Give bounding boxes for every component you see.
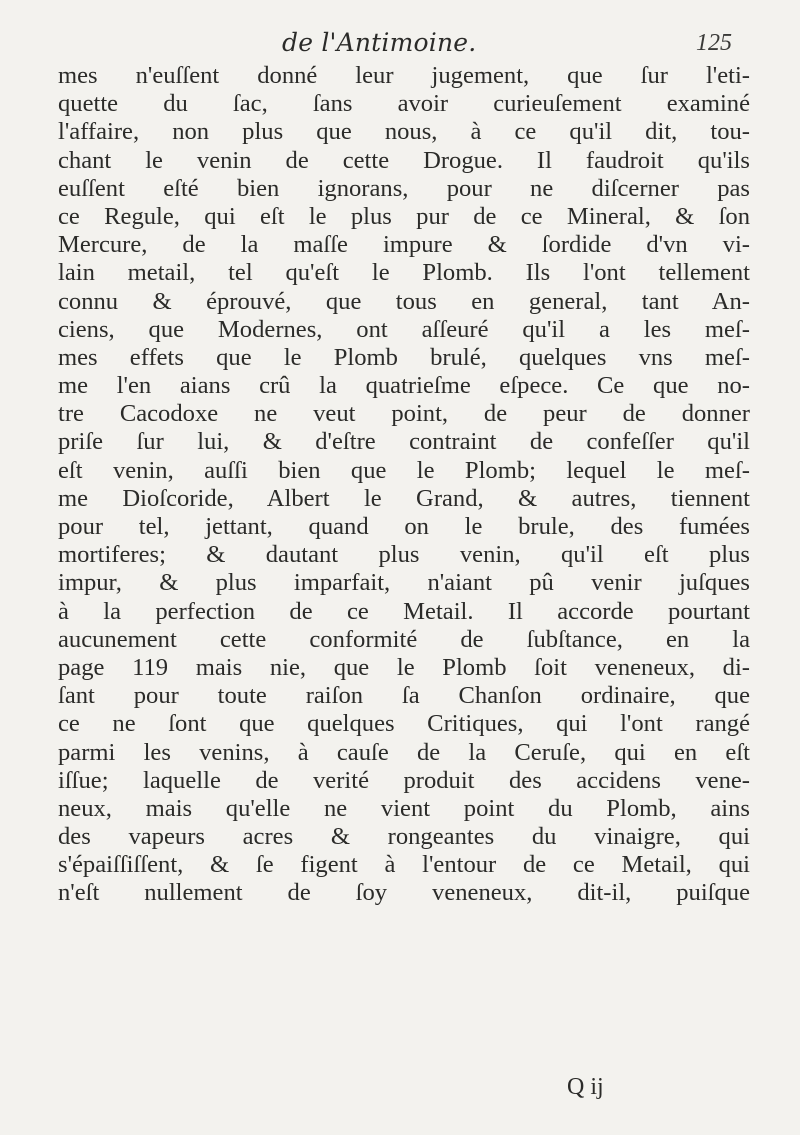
text-line: pour tel, jettant, quand on le brule, des fumées [58,513,750,540]
text-line: me Dioſcoride, Albert le Grand, & autres, tiennent [58,484,750,512]
text-line: priſe ſur lui, & d'eſtre contraint de confeſſer qu'il [58,428,750,456]
text-line: euſſent eſté bien ignorans, pour ne diſcerner pas [58,174,750,202]
text-line: iſſue; laquelle de verité produit des accidens vene- [58,766,750,794]
text-line: mes effets que le Plomb brulé, quelques vns meſ- [58,343,750,371]
text-line: me l'en aians crû la quatrieſme eſpece. Ce que no- [58,372,750,400]
body-text [58,62,750,908]
text-line: aucunement cette conformité de ſubſtance, en la [58,625,750,653]
running-title: de l'Antimoine. [282,28,477,57]
page-number: 125 [696,30,732,56]
text-line: s'épaiſſiſſent, & ſe figent à l'entour de ce Metail, qui [58,851,750,879]
text-line: ce ne ſont que quelques Critiques, qui l'ont rangé [58,710,750,738]
text-line: chant le venin de cette Drogue. Il faudroit qu'ils [58,146,750,174]
text-line: parmi les venins, à cauſe de la Ceruſe, qui en eſt [58,738,750,766]
text-line: quette du ſac, ſans avoir curieuſement examiné [58,90,750,118]
text-line: ſant pour toute raiſon ſa Chanſon ordinaire, que [58,682,750,710]
text-line: lain metail, tel qu'eſt le Plomb. Ils l'ont tellement [58,259,750,287]
text-line: connu & éprouvé, que tous en general, tant An- [58,287,750,315]
catchword: Q ij [567,1074,604,1100]
text-line: neux, mais qu'elle ne vient point du Plomb, ains [58,794,750,822]
text-line: tre Cacodoxe ne veut point, de peur de donner [58,400,750,428]
text-line: page 119 mais nie, que le Plomb ſoit veneneux, di- [58,653,750,681]
text-line: eſt venin, auſſi bien que le Plomb; lequel le meſ- [58,456,750,484]
text-line: à la perfection de ce Metail. Il accorde pourtant [58,597,750,625]
page-header [0,16,800,66]
text-line: des vapeurs acres & rongeantes du vinaigre, qui [58,823,750,851]
text-line: Mercure, de la maſſe impure & ſordide d'vn vi- [58,231,750,259]
text-line: l'affaire, non plus que nous, à ce qu'il dit, tou- [58,118,750,146]
text-line: mes n'euſſent donné leur jugement, que ſur l'eti- [58,62,750,89]
text-line: ce Regule, qui eſt le plus pur de ce Mineral, & ſon [58,202,750,230]
text-line: ciens, que Modernes, ont aſſeuré qu'il a les meſ- [58,315,750,343]
text-line: mortiferes; & dautant plus venin, qu'il eſt plus [58,541,750,569]
text-line: n'eſt nullement de ſoy veneneux, dit-il, puiſque [58,879,750,907]
text-line: impur, & plus imparfait, n'aiant pû venir juſques [58,569,750,597]
